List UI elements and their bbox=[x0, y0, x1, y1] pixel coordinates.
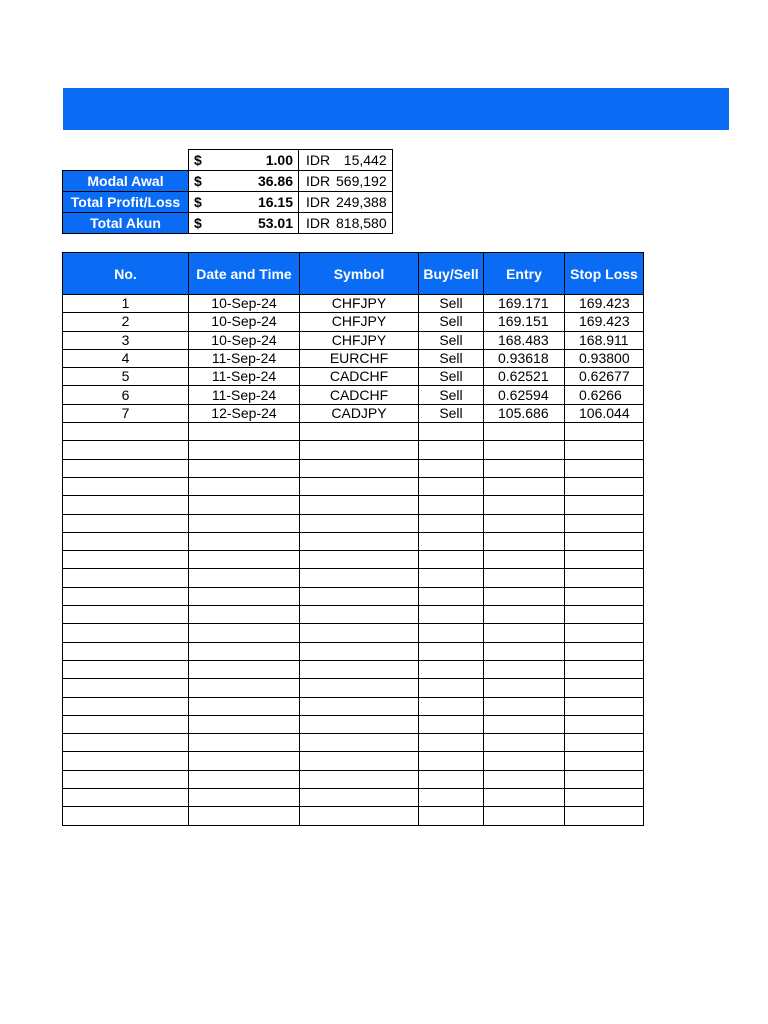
cell-stop-loss[interactable] bbox=[565, 642, 644, 660]
cell-entry[interactable] bbox=[484, 660, 565, 678]
table-row bbox=[63, 496, 644, 514]
cell-stop-loss[interactable] bbox=[565, 697, 644, 715]
cell-stop-loss[interactable] bbox=[565, 606, 644, 624]
cell-no[interactable] bbox=[63, 532, 189, 550]
cell-stop-loss[interactable] bbox=[565, 660, 644, 678]
cell-buy-sell[interactable] bbox=[419, 660, 484, 678]
cell-stop-loss[interactable] bbox=[565, 734, 644, 752]
cell-buy-sell[interactable]: Sell bbox=[419, 331, 484, 349]
cell-stop-loss[interactable]: 169.423 bbox=[565, 295, 644, 313]
cell-no[interactable] bbox=[63, 569, 189, 587]
cell-buy-sell[interactable] bbox=[419, 477, 484, 495]
table-row bbox=[63, 752, 644, 770]
cell-symbol[interactable]: CADJPY bbox=[300, 404, 419, 422]
cell-no[interactable] bbox=[63, 624, 189, 642]
cell-date-time[interactable] bbox=[189, 624, 300, 642]
total-akun-label[interactable]: Total Akun bbox=[63, 213, 189, 234]
table-row bbox=[63, 368, 644, 386]
cell-no[interactable] bbox=[63, 551, 189, 569]
table-row bbox=[63, 734, 644, 752]
cell-date-time[interactable] bbox=[189, 734, 300, 752]
cell-symbol[interactable] bbox=[300, 459, 419, 477]
cell-date-time[interactable]: 12-Sep-24 bbox=[189, 404, 300, 422]
cell-date-time[interactable] bbox=[189, 423, 300, 441]
cell-buy-sell[interactable] bbox=[419, 587, 484, 605]
cell-symbol[interactable] bbox=[300, 606, 419, 624]
cell-stop-loss[interactable] bbox=[565, 624, 644, 642]
cell-entry[interactable] bbox=[484, 514, 565, 532]
header-symbol[interactable]: Symbol bbox=[300, 253, 419, 295]
cell-entry[interactable]: 169.151 bbox=[484, 313, 565, 331]
cell-date-time[interactable] bbox=[189, 477, 300, 495]
cell-no[interactable] bbox=[63, 734, 189, 752]
cell-buy-sell[interactable] bbox=[419, 789, 484, 807]
cell-entry[interactable] bbox=[484, 477, 565, 495]
table-row bbox=[63, 789, 644, 807]
cell-buy-sell[interactable] bbox=[419, 569, 484, 587]
cell-date-time[interactable]: 10-Sep-24 bbox=[189, 295, 300, 313]
cell-stop-loss[interactable]: 169.423 bbox=[565, 313, 644, 331]
cell-no[interactable]: 3 bbox=[63, 331, 189, 349]
cell-symbol[interactable]: CHFJPY bbox=[300, 295, 419, 313]
cell-symbol[interactable] bbox=[300, 660, 419, 678]
cell-entry[interactable] bbox=[484, 679, 565, 697]
cell-date-time[interactable] bbox=[189, 770, 300, 788]
cell-no[interactable] bbox=[63, 752, 189, 770]
table-row bbox=[63, 459, 644, 477]
total-profit-loss-row bbox=[63, 192, 393, 213]
total-akun-idr[interactable]: 818,580 bbox=[336, 213, 392, 234]
usd-symbol[interactable]: $ bbox=[189, 213, 216, 234]
modal-awal-idr[interactable]: 569,192 bbox=[336, 171, 392, 192]
cell-buy-sell[interactable]: Sell bbox=[419, 404, 484, 422]
cell-stop-loss[interactable] bbox=[565, 789, 644, 807]
cell-date-time[interactable] bbox=[189, 715, 300, 733]
cell-no[interactable]: 1 bbox=[63, 295, 189, 313]
cell-entry[interactable]: 168.483 bbox=[484, 331, 565, 349]
cell-no[interactable] bbox=[63, 660, 189, 678]
cell-buy-sell[interactable] bbox=[419, 770, 484, 788]
table-row bbox=[63, 587, 644, 605]
cell-no[interactable]: 7 bbox=[63, 404, 189, 422]
rate-idr-value[interactable]: 15,442 bbox=[336, 150, 392, 171]
header-buy-sell[interactable]: Buy/Sell bbox=[419, 253, 484, 295]
cell-date-time[interactable] bbox=[189, 441, 300, 459]
cell-entry[interactable] bbox=[484, 624, 565, 642]
cell-entry[interactable] bbox=[484, 532, 565, 550]
cell-buy-sell[interactable] bbox=[419, 697, 484, 715]
cell-buy-sell[interactable] bbox=[419, 679, 484, 697]
cell-no[interactable] bbox=[63, 514, 189, 532]
cell-no[interactable]: 6 bbox=[63, 386, 189, 404]
cell-date-time[interactable] bbox=[189, 789, 300, 807]
cell-entry[interactable] bbox=[484, 569, 565, 587]
cell-buy-sell[interactable]: Sell bbox=[419, 386, 484, 404]
cell-stop-loss[interactable] bbox=[565, 551, 644, 569]
cell-entry[interactable] bbox=[484, 734, 565, 752]
cell-no[interactable]: 5 bbox=[63, 368, 189, 386]
total-profit-loss-label[interactable]: Total Profit/Loss bbox=[63, 192, 189, 213]
cell-no[interactable] bbox=[63, 477, 189, 495]
cell-date-time[interactable]: 10-Sep-24 bbox=[189, 331, 300, 349]
total-profit-loss-usd[interactable]: 16.15 bbox=[215, 192, 299, 213]
cell-stop-loss[interactable] bbox=[565, 679, 644, 697]
cell-symbol[interactable] bbox=[300, 697, 419, 715]
cell-stop-loss[interactable] bbox=[565, 423, 644, 441]
cell-symbol[interactable] bbox=[300, 734, 419, 752]
cell-symbol[interactable] bbox=[300, 807, 419, 825]
table-row bbox=[63, 551, 644, 569]
table-row bbox=[63, 423, 644, 441]
total-akun-usd[interactable]: 53.01 bbox=[215, 213, 299, 234]
total-akun-row bbox=[63, 213, 393, 234]
cell-stop-loss[interactable] bbox=[565, 752, 644, 770]
cell-stop-loss[interactable] bbox=[565, 569, 644, 587]
table-row bbox=[63, 295, 644, 313]
usd-symbol[interactable]: $ bbox=[189, 150, 216, 171]
cell-symbol[interactable]: CADCHF bbox=[300, 368, 419, 386]
table-row bbox=[63, 642, 644, 660]
cell-date-time[interactable] bbox=[189, 606, 300, 624]
total-profit-loss-idr[interactable]: 249,388 bbox=[336, 192, 392, 213]
cell-symbol[interactable] bbox=[300, 624, 419, 642]
cell-symbol[interactable] bbox=[300, 715, 419, 733]
cell-entry[interactable] bbox=[484, 587, 565, 605]
idr-label[interactable]: IDR bbox=[299, 192, 337, 213]
table-row bbox=[63, 514, 644, 532]
cell-buy-sell[interactable]: Sell bbox=[419, 295, 484, 313]
cell-symbol[interactable] bbox=[300, 441, 419, 459]
cell-symbol[interactable] bbox=[300, 752, 419, 770]
cell-no[interactable] bbox=[63, 423, 189, 441]
cell-buy-sell[interactable] bbox=[419, 752, 484, 770]
cell-date-time[interactable] bbox=[189, 496, 300, 514]
table-row bbox=[63, 660, 644, 678]
cell-buy-sell[interactable] bbox=[419, 551, 484, 569]
cell-stop-loss[interactable] bbox=[565, 770, 644, 788]
cell-stop-loss[interactable] bbox=[565, 459, 644, 477]
cell-stop-loss[interactable] bbox=[565, 807, 644, 825]
cell-no[interactable] bbox=[63, 807, 189, 825]
cell-date-time[interactable]: 11-Sep-24 bbox=[189, 349, 300, 367]
cell-entry[interactable] bbox=[484, 770, 565, 788]
table-row bbox=[63, 624, 644, 642]
header-stop-loss[interactable]: Stop Loss bbox=[565, 253, 644, 295]
cell-date-time[interactable] bbox=[189, 697, 300, 715]
cell-stop-loss[interactable] bbox=[565, 441, 644, 459]
cell-symbol[interactable] bbox=[300, 789, 419, 807]
cell-no[interactable]: 4 bbox=[63, 349, 189, 367]
modal-awal-usd[interactable]: 36.86 bbox=[215, 171, 299, 192]
cell-symbol[interactable]: CHFJPY bbox=[300, 331, 419, 349]
exchange-rate-row bbox=[63, 150, 393, 171]
cell-stop-loss[interactable] bbox=[565, 496, 644, 514]
cell-date-time[interactable] bbox=[189, 587, 300, 605]
cell-buy-sell[interactable] bbox=[419, 624, 484, 642]
modal-awal-row bbox=[63, 171, 393, 192]
cell-entry[interactable] bbox=[484, 606, 565, 624]
cell-entry[interactable]: 105.686 bbox=[484, 404, 565, 422]
idr-label[interactable]: IDR bbox=[299, 171, 337, 192]
trade-journal-table bbox=[62, 252, 644, 826]
cell-symbol[interactable] bbox=[300, 514, 419, 532]
cell-date-time[interactable] bbox=[189, 642, 300, 660]
usd-symbol[interactable]: $ bbox=[189, 171, 216, 192]
cell-date-time[interactable] bbox=[189, 807, 300, 825]
cell-stop-loss[interactable] bbox=[565, 715, 644, 733]
cell-entry[interactable]: 0.62594 bbox=[484, 386, 565, 404]
journal-body bbox=[63, 295, 644, 826]
table-row bbox=[63, 404, 644, 422]
cell-buy-sell[interactable] bbox=[419, 514, 484, 532]
cell-date-time[interactable]: 10-Sep-24 bbox=[189, 313, 300, 331]
header-date-time[interactable]: Date and Time bbox=[189, 253, 300, 295]
cell-no[interactable] bbox=[63, 789, 189, 807]
cell-symbol[interactable]: CHFJPY bbox=[300, 313, 419, 331]
cell-stop-loss[interactable] bbox=[565, 514, 644, 532]
cell-no[interactable] bbox=[63, 715, 189, 733]
cell-buy-sell[interactable] bbox=[419, 532, 484, 550]
cell-date-time[interactable] bbox=[189, 514, 300, 532]
cell-entry[interactable]: 169.171 bbox=[484, 295, 565, 313]
cell-date-time[interactable] bbox=[189, 459, 300, 477]
header-entry[interactable]: Entry bbox=[484, 253, 565, 295]
cell-stop-loss[interactable] bbox=[565, 477, 644, 495]
cell-buy-sell[interactable]: Sell bbox=[419, 349, 484, 367]
cell-entry[interactable] bbox=[484, 807, 565, 825]
cell-entry[interactable] bbox=[484, 423, 565, 441]
table-row bbox=[63, 606, 644, 624]
cell-entry[interactable] bbox=[484, 752, 565, 770]
cell-entry[interactable]: 0.93618 bbox=[484, 349, 565, 367]
cell-stop-loss[interactable]: 0.6266 bbox=[565, 386, 644, 404]
cell-buy-sell[interactable] bbox=[419, 642, 484, 660]
table-row bbox=[63, 313, 644, 331]
cell-no[interactable] bbox=[63, 679, 189, 697]
cell-stop-loss[interactable] bbox=[565, 532, 644, 550]
summary-blank-cell bbox=[63, 150, 189, 171]
cell-no[interactable] bbox=[63, 587, 189, 605]
header-no[interactable]: No. bbox=[63, 253, 189, 295]
idr-label[interactable]: IDR bbox=[299, 150, 337, 171]
cell-date-time[interactable] bbox=[189, 752, 300, 770]
table-row bbox=[63, 679, 644, 697]
journal-header-row bbox=[63, 253, 644, 295]
cell-symbol[interactable] bbox=[300, 587, 419, 605]
cell-no[interactable] bbox=[63, 441, 189, 459]
cell-entry[interactable] bbox=[484, 697, 565, 715]
cell-no[interactable] bbox=[63, 697, 189, 715]
cell-entry[interactable] bbox=[484, 715, 565, 733]
cell-buy-sell[interactable] bbox=[419, 496, 484, 514]
table-row bbox=[63, 770, 644, 788]
cell-date-time[interactable]: 11-Sep-24 bbox=[189, 368, 300, 386]
usd-symbol[interactable]: $ bbox=[189, 192, 216, 213]
cell-no[interactable] bbox=[63, 606, 189, 624]
cell-symbol[interactable] bbox=[300, 679, 419, 697]
cell-buy-sell[interactable] bbox=[419, 734, 484, 752]
cell-symbol[interactable] bbox=[300, 770, 419, 788]
cell-date-time[interactable] bbox=[189, 660, 300, 678]
cell-date-time[interactable] bbox=[189, 679, 300, 697]
table-row bbox=[63, 807, 644, 825]
cell-no[interactable] bbox=[63, 770, 189, 788]
cell-entry[interactable] bbox=[484, 551, 565, 569]
cell-buy-sell[interactable] bbox=[419, 423, 484, 441]
table-row bbox=[63, 569, 644, 587]
cell-stop-loss[interactable] bbox=[565, 587, 644, 605]
cell-date-time[interactable] bbox=[189, 532, 300, 550]
table-row bbox=[63, 349, 644, 367]
cell-symbol[interactable] bbox=[300, 642, 419, 660]
cell-stop-loss[interactable]: 0.93800 bbox=[565, 349, 644, 367]
cell-buy-sell[interactable] bbox=[419, 441, 484, 459]
cell-buy-sell[interactable]: Sell bbox=[419, 313, 484, 331]
table-row bbox=[63, 532, 644, 550]
cell-no[interactable] bbox=[63, 642, 189, 660]
cell-date-time[interactable] bbox=[189, 551, 300, 569]
cell-buy-sell[interactable]: Sell bbox=[419, 368, 484, 386]
table-row bbox=[63, 697, 644, 715]
table-row bbox=[63, 386, 644, 404]
table-row bbox=[63, 715, 644, 733]
table-row bbox=[63, 331, 644, 349]
cell-buy-sell[interactable] bbox=[419, 807, 484, 825]
cell-date-time[interactable] bbox=[189, 569, 300, 587]
cell-no[interactable] bbox=[63, 496, 189, 514]
cell-entry[interactable] bbox=[484, 642, 565, 660]
cell-stop-loss[interactable]: 0.62677 bbox=[565, 368, 644, 386]
header-banner bbox=[63, 88, 729, 130]
cell-symbol[interactable] bbox=[300, 496, 419, 514]
cell-entry[interactable] bbox=[484, 496, 565, 514]
cell-no[interactable]: 2 bbox=[63, 313, 189, 331]
cell-entry[interactable]: 0.62521 bbox=[484, 368, 565, 386]
cell-stop-loss[interactable]: 106.044 bbox=[565, 404, 644, 422]
cell-date-time[interactable]: 11-Sep-24 bbox=[189, 386, 300, 404]
cell-buy-sell[interactable] bbox=[419, 459, 484, 477]
cell-buy-sell[interactable] bbox=[419, 606, 484, 624]
rate-usd-value[interactable]: 1.00 bbox=[215, 150, 299, 171]
cell-symbol[interactable] bbox=[300, 423, 419, 441]
table-row bbox=[63, 441, 644, 459]
cell-buy-sell[interactable] bbox=[419, 715, 484, 733]
cell-symbol[interactable] bbox=[300, 569, 419, 587]
modal-awal-label[interactable]: Modal Awal bbox=[63, 171, 189, 192]
cell-entry[interactable] bbox=[484, 789, 565, 807]
cell-symbol[interactable] bbox=[300, 551, 419, 569]
cell-symbol[interactable] bbox=[300, 532, 419, 550]
cell-entry[interactable] bbox=[484, 441, 565, 459]
cell-no[interactable] bbox=[63, 459, 189, 477]
cell-symbol[interactable] bbox=[300, 477, 419, 495]
cell-symbol[interactable]: EURCHF bbox=[300, 349, 419, 367]
cell-entry[interactable] bbox=[484, 459, 565, 477]
idr-label[interactable]: IDR bbox=[299, 213, 337, 234]
cell-stop-loss[interactable]: 168.911 bbox=[565, 331, 644, 349]
table-row bbox=[63, 477, 644, 495]
account-summary-table bbox=[62, 149, 393, 234]
cell-symbol[interactable]: CADCHF bbox=[300, 386, 419, 404]
